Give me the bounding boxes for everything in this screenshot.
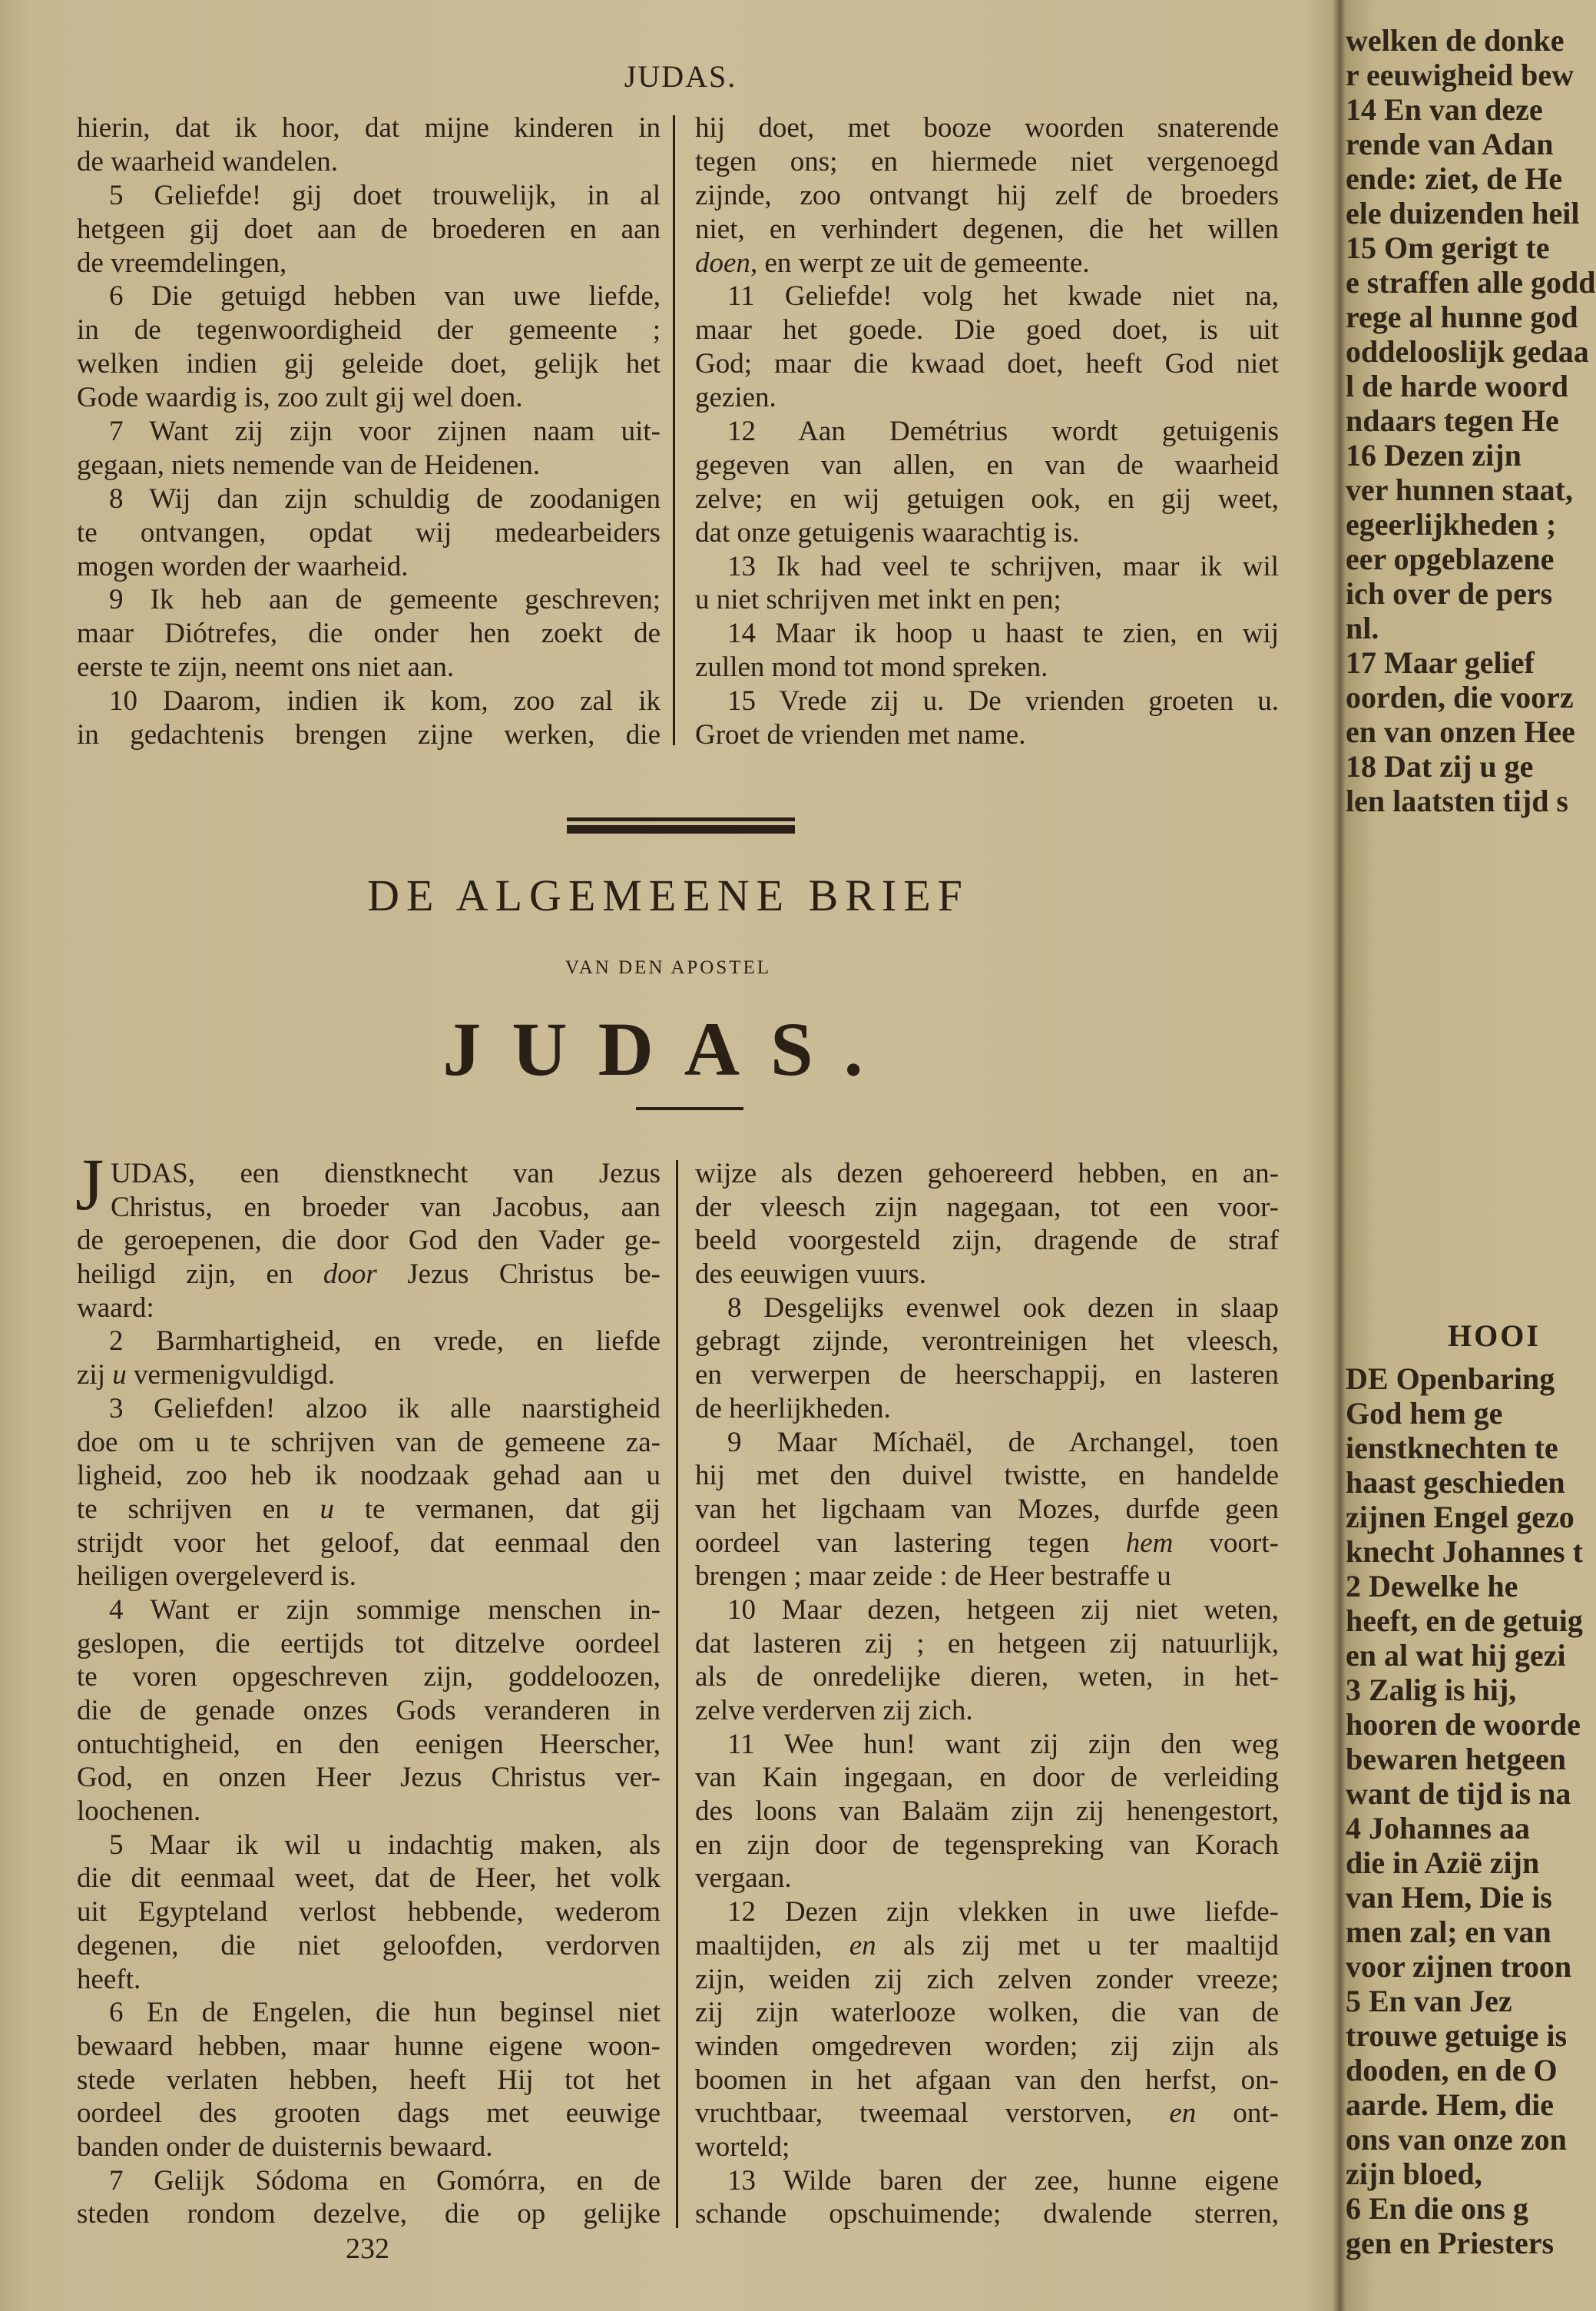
facing-page-line: en van onzen Hee (1346, 715, 1575, 749)
text-line: heeft. (77, 1963, 141, 1995)
facing-page-line: 14 En van deze (1346, 92, 1543, 127)
facing-page-line: e straffen alle godd (1346, 265, 1596, 300)
text-line: in de tegenwoordigheid der gemeente ; (77, 314, 661, 346)
facing-page-line: 5 En van Jez (1346, 1984, 1512, 2018)
facing-page-line: ons van onze zon (1346, 2122, 1567, 2157)
facing-page-line: 15 Om gerigt te (1346, 230, 1550, 265)
facing-page-line: ndaars tegen He (1346, 403, 1559, 438)
text-line: u niet schrijven met inkt en pen; (695, 584, 1061, 616)
facing-page-bottom (1346, 1361, 1583, 2260)
verse-paragraph (77, 2164, 661, 2231)
text-line: wijze als dezen gehoereerd hebben, en an- (695, 1158, 1279, 1189)
verse-paragraph (695, 415, 1279, 550)
facing-page-line: gen en Priesters (1346, 2226, 1555, 2260)
text-line: heiligd zijn, en door Jezus Christus be- (77, 1258, 661, 1291)
text-line: des loons van Balaäm zijn zij henengestort, (695, 1795, 1279, 1828)
text-line: boomen in het afgaan van den herfst, on- (695, 2064, 1279, 2096)
text-line: te schrijven en u te vermanen, dat gij (77, 1493, 661, 1525)
facing-page-line: ende: ziet, de He (1346, 161, 1563, 196)
text-line: eerste te zijn, neemt ons niet aan. (77, 652, 455, 684)
facing-page-line: 16 Dezen zijn (1346, 438, 1521, 472)
text-line: gebragt zijnde, verontreinigen het vleesch, (695, 1325, 1279, 1358)
facing-page-line: ienstknechten te (1346, 1431, 1558, 1465)
text-line: 7 Gelijk Sódoma en Gomórra, en de (109, 2164, 661, 2197)
facing-page-top (1346, 23, 1596, 818)
text-line: 9 Ik heb aan de gemeente geschreven; (109, 584, 661, 616)
book-title: DE ALGEMEENE BRIEF (367, 870, 969, 920)
text-line: gezien. (695, 382, 776, 414)
facing-page-line: 18 Dat zij u ge (1346, 749, 1534, 784)
facing-page-line: knecht Johannes t (1346, 1534, 1583, 1569)
text-line: de vreemdelingen, (77, 247, 287, 279)
verse-paragraph (77, 685, 661, 752)
facing-page-line: oorden, die voorz (1346, 680, 1574, 715)
text-line: Gode waardig is, zoo zult gij wel doen. (77, 382, 523, 414)
text-line: als de onredelijke dieren, weten, in het- (695, 1661, 1279, 1693)
facing-page-line: zijnen Engel gezo (1346, 1500, 1574, 1534)
facing-page-line: oddelooslijk gedaa (1346, 334, 1589, 369)
text-line: niet, en verhindert degenen, die het willen (695, 213, 1279, 245)
text-line: degenen, die niet geloofden, verdorven (77, 1929, 661, 1961)
facing-page-line: rege al hunne god (1346, 300, 1578, 334)
text-line: winden omgedreven worden; zij zijn als (695, 2030, 1279, 2062)
column-rule-top (673, 115, 675, 745)
text-line: te voren opgeschreven zijn, goddeloozen, (77, 1661, 661, 1693)
facing-page-line: van Hem, Die is (1346, 1880, 1552, 1915)
text-line: die dit eenmaal weet, dat de Heer, het volk (77, 1862, 661, 1895)
text-line: welken indien gij geleide doet, gelijk het (77, 348, 661, 380)
facing-page-line: nl. (1346, 611, 1379, 645)
double-rule-thin (567, 817, 795, 821)
verse-paragraph (77, 415, 661, 482)
text-line: heiligen overgeleverd is. (77, 1560, 357, 1593)
text-line: te ontvangen, opdat wij medearbeiders (77, 516, 661, 549)
facing-page-line: ich over de pers (1346, 576, 1553, 611)
text-line: maar Diótrefes, die onder hen zoekt de (77, 618, 661, 650)
text-line: ligheid, zoo heb ik noodzaak gehad aan u (77, 1460, 661, 1492)
text-line: en zijn door de tegenspreking van Korach (695, 1829, 1279, 1861)
facing-page-line: hooren de woorde (1346, 1707, 1581, 1742)
text-line: 3 Geliefden! alzoo ik alle naarstigheid (109, 1392, 661, 1424)
text-line: beeld voorgesteld zijn, dragende de straf (695, 1225, 1279, 1257)
text-line: en verwerpen de heerschappij, en lasteren (695, 1359, 1279, 1391)
text-line: bewaard hebben, maar hunne eigene woon- (77, 2030, 661, 2062)
double-rule-thick (567, 825, 795, 834)
text-line: de waarheid wandelen. (77, 145, 339, 177)
text-line: banden onder de duisternis bewaard. (77, 2130, 493, 2163)
text-line: maaltijden, en als zij met u ter maaltijd (695, 1929, 1279, 1961)
verse-paragraph (77, 482, 661, 584)
text-line: 5 Geliefde! gij doet trouwelijk, in al (109, 179, 661, 211)
text-line: gegeven van allen, en van de waarheid (695, 449, 1279, 481)
text-line: doe om u te schrijven van de gemeene za- (77, 1426, 661, 1458)
text-line: zijnde, zoo ontvangt hij zelf de broeders (695, 179, 1279, 211)
text-line: 6 Die getuigd hebben van uwe liefde, (109, 280, 661, 313)
text-line: 14 Maar ik hoop u haast te zien, en wij (727, 618, 1279, 650)
text-line: maar het goede. Die goed doet, is uit (695, 314, 1279, 346)
text-line: stede verlaten hebben, heeft Hij tot het (77, 2064, 661, 2096)
text-line: schande opschuimende; dwalende sterren, (695, 2198, 1279, 2230)
text-line: tegen ons; en hiermede niet vergenoegd (695, 145, 1279, 177)
text-line: 11 Geliefde! volg het kwade niet na, (727, 280, 1279, 313)
verse-paragraph (695, 1728, 1279, 1895)
facing-page-line: zijn bloed, (1346, 2157, 1482, 2191)
verse-paragraph (695, 1426, 1279, 1593)
text-line: Christus, en broeder van Jacobus, aan (111, 1191, 661, 1223)
facing-page-heading: HOOI (1448, 1318, 1541, 1353)
text-line: vergaan. (695, 1862, 792, 1895)
text-line: 5 Maar ik wil u indachtig maken, als (109, 1829, 661, 1861)
text-line: steden rondom dezelve, die op gelijke (77, 2198, 661, 2230)
text-line: strijdt voor het geloof, dat eenmaal den (77, 1527, 661, 1559)
facing-page-line: len laatsten tijd s (1346, 784, 1568, 818)
text-line: 6 En de Engelen, die hun beginsel niet (109, 1997, 661, 2029)
facing-page-line: DE Openbaring (1346, 1361, 1555, 1396)
text-line: hij doet, met booze woorden snaterende (695, 112, 1279, 144)
text-line: doen, en werpt ze uit de gemeente. (695, 247, 1090, 279)
text-line: zijn, weiden zij zich zelven zonder vreeze; (695, 1963, 1279, 1995)
facing-page-line: 6 En die ons g (1346, 2191, 1528, 2226)
text-line: van Kain ingegaan, en door de verleiding (695, 1762, 1279, 1794)
verse-paragraph (77, 280, 661, 415)
book-name: JUDAS. (442, 1006, 894, 1092)
text-line: loochenen. (77, 1795, 201, 1828)
text-line: 10 Daarom, indien ik kom, zoo zal ik (109, 685, 661, 718)
text-line: 12 Dezen zijn vlekken in uwe liefde- (727, 1896, 1279, 1928)
text-line: Groet de vrienden met name. (695, 719, 1026, 751)
title-underline (636, 1107, 743, 1110)
text-line: UDAS, een dienstknecht van Jezus (111, 1158, 661, 1189)
facing-page-line: die in Azië zijn (1346, 1845, 1540, 1880)
text-line: 13 Wilde baren der zee, hunne eigene (727, 2164, 1279, 2197)
text-line: waard: (77, 1291, 154, 1324)
text-line: mogen worden der waarheid. (77, 550, 409, 582)
text-line: hij met den duivel twistte, en handelde (695, 1460, 1279, 1492)
facing-page-line: voor zijnen troon (1346, 1949, 1572, 1984)
facing-page-line: en al wat hij gezi (1346, 1638, 1566, 1673)
facing-page-line: 17 Maar gelief (1346, 645, 1535, 680)
text-line: gegaan, niets nemende van de Heidenen. (77, 449, 541, 481)
text-line: God, en onzen Heer Jezus Christus ver- (77, 1762, 661, 1794)
verse-paragraph (77, 583, 661, 685)
text-line: die de genade onzes Gods veranderen in (77, 1695, 661, 1726)
facing-page-line: men zal; en van (1346, 1915, 1551, 1949)
facing-page-line: haast geschieden (1346, 1465, 1565, 1500)
text-line: 12 Aan Demétrius wordt getuigenis (727, 416, 1279, 448)
facing-page-line: trouwe getuige is (1346, 2018, 1568, 2053)
verse-paragraph (77, 1157, 661, 1325)
text-line: zullen mond tot mond spreken. (695, 652, 1048, 684)
verse-paragraph (695, 617, 1279, 685)
facing-page-line: egeerlijkheden ; (1346, 507, 1557, 542)
top-right-column (695, 111, 1279, 752)
verse-paragraph (695, 550, 1279, 618)
facing-page-line: 4 Johannes aa (1346, 1811, 1531, 1845)
text-line: 15 Vrede zij u. De vrienden groeten u. (727, 685, 1279, 718)
verse-paragraph (695, 2164, 1279, 2231)
text-line: 7 Want zij zijn voor zijnen naam uit- (109, 416, 661, 448)
text-line: in gedachtenis brengen zijne werken, die (77, 719, 661, 751)
text-line: de heerlijkheden. (695, 1392, 891, 1424)
bottom-left-column (77, 1157, 661, 2231)
text-line: uit Egypteland verlost hebbende, wederom (77, 1896, 661, 1928)
book-subtitle: VAN DEN APOSTEL (565, 957, 772, 978)
drop-cap: J (75, 1143, 104, 1225)
text-line: 2 Barmhartigheid, en vrede, en liefde (109, 1325, 661, 1358)
text-line: zij u vermenigvuldigd. (77, 1359, 336, 1391)
facing-page-line: dooden, en de O (1346, 2053, 1558, 2087)
text-line: 11 Wee hun! want zij zijn den weg (727, 1728, 1279, 1760)
text-line: 9 Maar Míchaël, de Archangel, toen (727, 1426, 1279, 1458)
text-line: de geroepenen, die door God den Vader ge- (77, 1225, 661, 1257)
verse-paragraph (695, 1157, 1279, 1291)
text-line: brengen ; maar zeide : de Heer bestraffe u (695, 1560, 1171, 1593)
verse-paragraph (695, 1291, 1279, 1426)
verse-paragraph (695, 280, 1279, 415)
column-rule-bottom (676, 1160, 678, 2228)
text-line: zij zijn waterlooze wolken, die van de (695, 1997, 1279, 2029)
text-line: oordeel van lastering tegen hem voort- (695, 1527, 1279, 1559)
text-line: der vleesch zijn nagegaan, tot een voor- (695, 1191, 1279, 1223)
page-number: 232 (346, 2233, 389, 2265)
facing-page-line: God hem ge (1346, 1396, 1503, 1431)
verse-paragraph (77, 1392, 661, 1593)
text-line: oordeel des grooten dags met eeuwige (77, 2097, 661, 2130)
verse-paragraph (77, 1829, 661, 1996)
facing-page-line: r eeuwigheid bew (1346, 58, 1574, 92)
text-line: worteld; (695, 2130, 790, 2163)
text-line: dat onze getuigenis waarachtig is. (695, 516, 1080, 549)
verse-paragraph (77, 1996, 661, 2163)
facing-page-line: eer opgeblazene (1346, 542, 1555, 576)
text-line: geslopen, die eertijds tot ditzelve oordeel (77, 1627, 661, 1659)
text-line: van het ligchaam van Mozes, durfde geen (695, 1493, 1279, 1525)
text-line: hetgeen gij doet aan de broederen en aan (77, 213, 661, 245)
running-head: JUDAS. (624, 59, 737, 94)
verse-paragraph (77, 1325, 661, 1391)
text-line: 8 Desgelijks evenwel ook dezen in slaap (727, 1291, 1279, 1324)
verse-paragraph (695, 1593, 1279, 1728)
facing-page-line: aarde. Hem, die (1346, 2087, 1555, 2122)
verse-paragraph (77, 1593, 661, 1829)
facing-page-line: 2 Dewelke he (1346, 1569, 1518, 1603)
text-line: 8 Wij dan zijn schuldig de zoodanigen (109, 482, 661, 515)
text-line: dat lasteren zij ; en hetgeen zij natuurlijk, (695, 1627, 1279, 1659)
verse-paragraph (695, 1895, 1279, 2164)
facing-page-line: welken de donke (1346, 23, 1565, 58)
verse-paragraph (695, 685, 1279, 752)
text-line: God; maar die kwaad doet, heeft God niet (695, 348, 1279, 380)
facing-page-line: rende van Adan (1346, 127, 1554, 161)
text-line: 10 Maar dezen, hetgeen zij niet weten, (727, 1593, 1279, 1626)
verse-paragraph (77, 179, 661, 280)
text-line: des eeuwigen vuurs. (695, 1258, 927, 1291)
facing-page-line: want de tijd is na (1346, 1776, 1571, 1811)
text-line: zelve; en wij getuigen ook, en gij weet, (695, 482, 1279, 515)
text-line: hierin, dat ik hoor, dat mijne kinderen in (77, 112, 661, 144)
text-line: zelve verderven zij zich. (695, 1695, 973, 1726)
text-line: ontuchtigheid, en den eenigen Heerscher, (77, 1728, 661, 1760)
facing-page-line: ele duizenden heil (1346, 196, 1580, 230)
facing-page-line: heeft, en de getuig (1346, 1603, 1583, 1638)
verse-paragraph (695, 111, 1279, 280)
bottom-right-column (695, 1157, 1279, 2231)
text-line: 13 Ik had veel te schrijven, maar ik wil (727, 550, 1279, 582)
facing-page-line: l de harde woord (1346, 369, 1568, 403)
facing-page-line: bewaren hetgeen (1346, 1742, 1566, 1776)
facing-page-line: 3 Zalig is hij, (1346, 1673, 1517, 1707)
top-left-column (77, 111, 661, 752)
text-line: 4 Want er zijn sommige menschen in- (109, 1593, 661, 1626)
verse-paragraph (77, 111, 661, 179)
text-line: vruchtbaar, tweemaal verstorven, en ont- (695, 2097, 1279, 2130)
facing-page-line: ver hunnen staat, (1346, 472, 1573, 507)
